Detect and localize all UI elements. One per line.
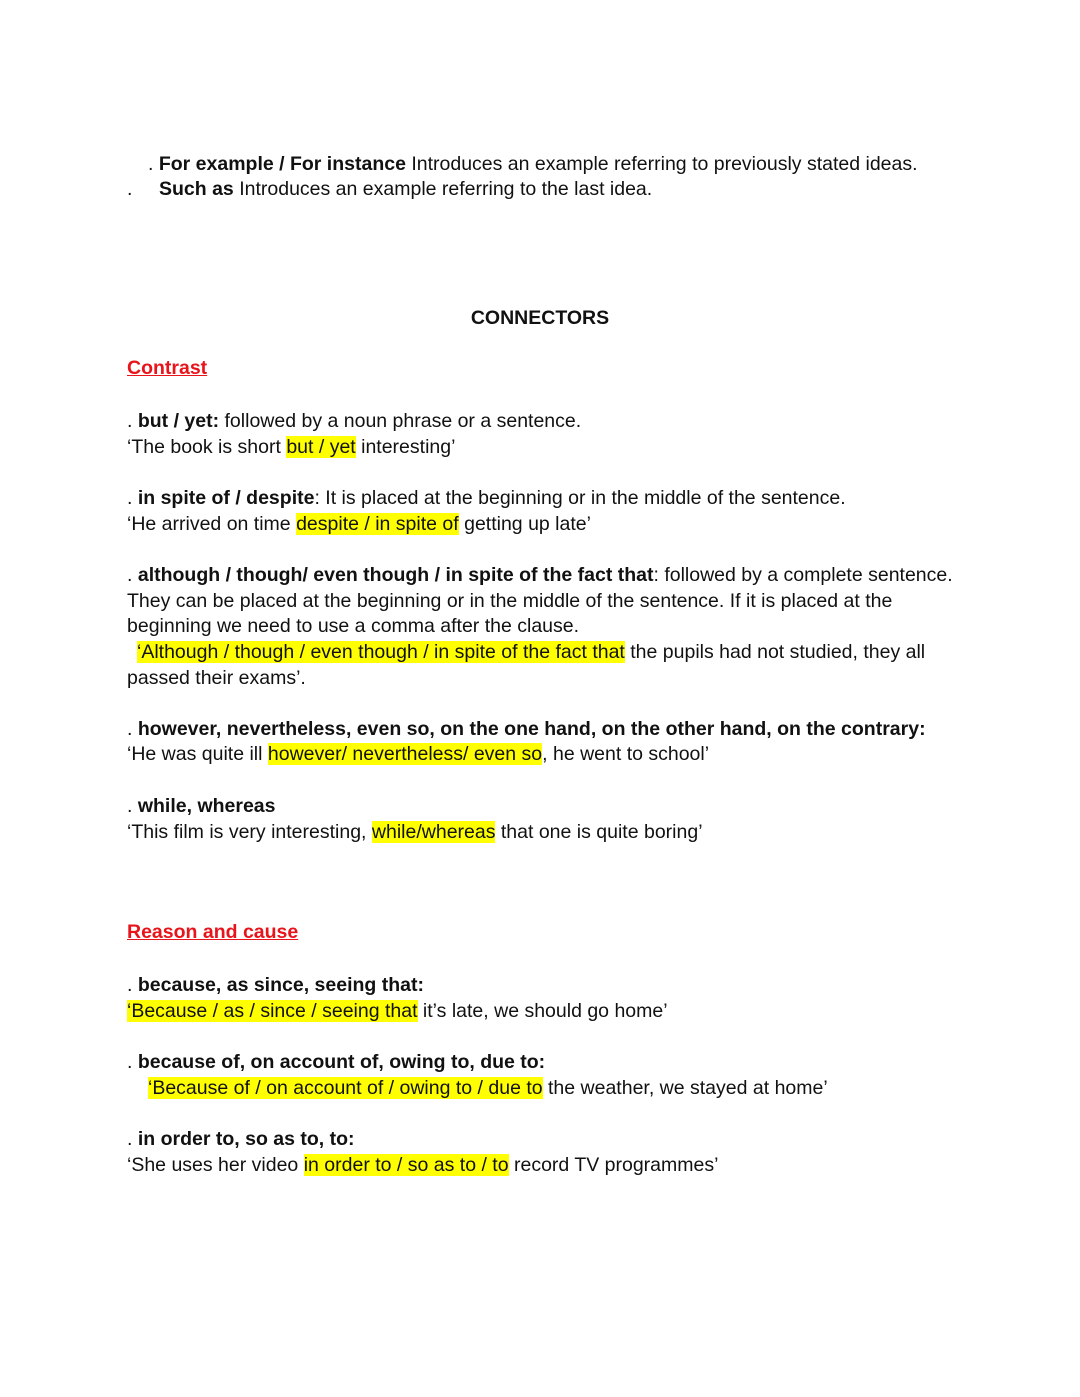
- description: Introduces an example referring to previously stated ideas.: [405, 153, 918, 175]
- example-line: [127, 511, 591, 537]
- description-line: They can be placed at the beginning or in the middle of the sentence. If it is placed at the: [127, 590, 893, 612]
- section-heading-reason-and-cause: Reason and cause: [127, 921, 299, 943]
- example-line: [127, 1152, 718, 1178]
- bullet-dot: .: [127, 178, 133, 200]
- highlighted-connector: in order to / so as to / to: [303, 1154, 509, 1176]
- example-line: [127, 819, 703, 845]
- section-heading-contrast: Contrast: [127, 357, 208, 379]
- term: For example / For instance: [158, 153, 406, 175]
- example-text: getting up late’: [458, 513, 591, 535]
- example-text: it’s late, we should go home’: [417, 1000, 668, 1022]
- entry-term-line: . in spite of / despite: It is placed at the beginning or in the middle of the sentence.: [127, 487, 846, 509]
- example-text: interesting’: [355, 436, 456, 458]
- page-title: CONNECTORS: [470, 307, 610, 329]
- intro-line-such-as: [127, 176, 652, 202]
- entry-term-line: . because, as since, seeing that:: [127, 974, 424, 996]
- term: while, whereas: [137, 795, 276, 817]
- term: but / yet:: [137, 410, 220, 432]
- example-text: ‘This film is very interesting,: [127, 821, 372, 843]
- entry-term-line: . while, whereas: [127, 795, 276, 817]
- term: because of, on account of, owing to, due to:: [137, 1051, 546, 1073]
- highlighted-connector: ‘Because / as / since / seeing that: [127, 1000, 418, 1022]
- entry-term-line: . but / yet: followed by a noun phrase or a sentence.: [127, 410, 582, 432]
- term: however, nevertheless, even so, on the one hand, on the other hand, on the contrary:: [137, 718, 926, 740]
- term: Such as: [159, 178, 234, 200]
- highlighted-connector: despite / in spite of: [296, 513, 459, 535]
- entry-term-line: . because of, on account of, owing to, due to:: [127, 1051, 546, 1073]
- description: Introduces an example referring to the last idea.: [233, 178, 653, 200]
- example-text: , he went to school’: [542, 743, 710, 765]
- intro-line-for-example: [148, 151, 918, 177]
- description: followed by a noun phrase or a sentence.: [219, 410, 582, 432]
- example-line-continued: passed their exams’.: [127, 667, 306, 689]
- highlighted-connector: but / yet: [286, 436, 356, 458]
- example-text: ‘He was quite ill: [127, 743, 268, 765]
- example-line: [127, 741, 709, 767]
- term: because, as since, seeing that:: [137, 974, 424, 996]
- highlighted-connector: ‘Although / though / even though / in spite of the fact that: [137, 641, 625, 663]
- example-line: [127, 434, 455, 460]
- term: in spite of / despite: [137, 487, 315, 509]
- entry-term-line: . in order to, so as to, to:: [127, 1128, 355, 1150]
- description-line: beginning we need to use a comma after the clause.: [127, 615, 580, 637]
- description: : followed by a complete sentence.: [653, 564, 953, 586]
- example-text: ‘She uses her video: [127, 1154, 304, 1176]
- example-text: record TV programmes’: [508, 1154, 719, 1176]
- example-line: [148, 1075, 828, 1101]
- highlighted-connector: ‘Because of / on account of / owing to / due to: [148, 1077, 543, 1099]
- example-line: [127, 998, 668, 1024]
- example-text: ‘The book is short: [127, 436, 287, 458]
- example-text: that one is quite boring’: [495, 821, 703, 843]
- example-text: ‘He arrived on time: [127, 513, 297, 535]
- term: although / though/ even though / in spite of the fact that: [137, 564, 654, 586]
- example-line: [137, 639, 925, 665]
- entry-term-line: . however, nevertheless, even so, on the one hand, on the other hand, on the contrary:: [127, 718, 926, 740]
- example-text: the weather, we stayed at home’: [542, 1077, 828, 1099]
- highlighted-connector: however/ nevertheless/ even so: [267, 743, 543, 765]
- term: in order to, so as to, to:: [137, 1128, 355, 1150]
- highlighted-connector: while/whereas: [371, 821, 496, 843]
- bullet-dot: .: [148, 153, 159, 175]
- entry-term-line: . although / though/ even though / in spite of the fact that: followed by a complete sentence.: [127, 564, 953, 586]
- description: : It is placed at the beginning or in the middle of the sentence.: [314, 487, 846, 509]
- example-text: the pupils had not studied, they all: [624, 641, 926, 663]
